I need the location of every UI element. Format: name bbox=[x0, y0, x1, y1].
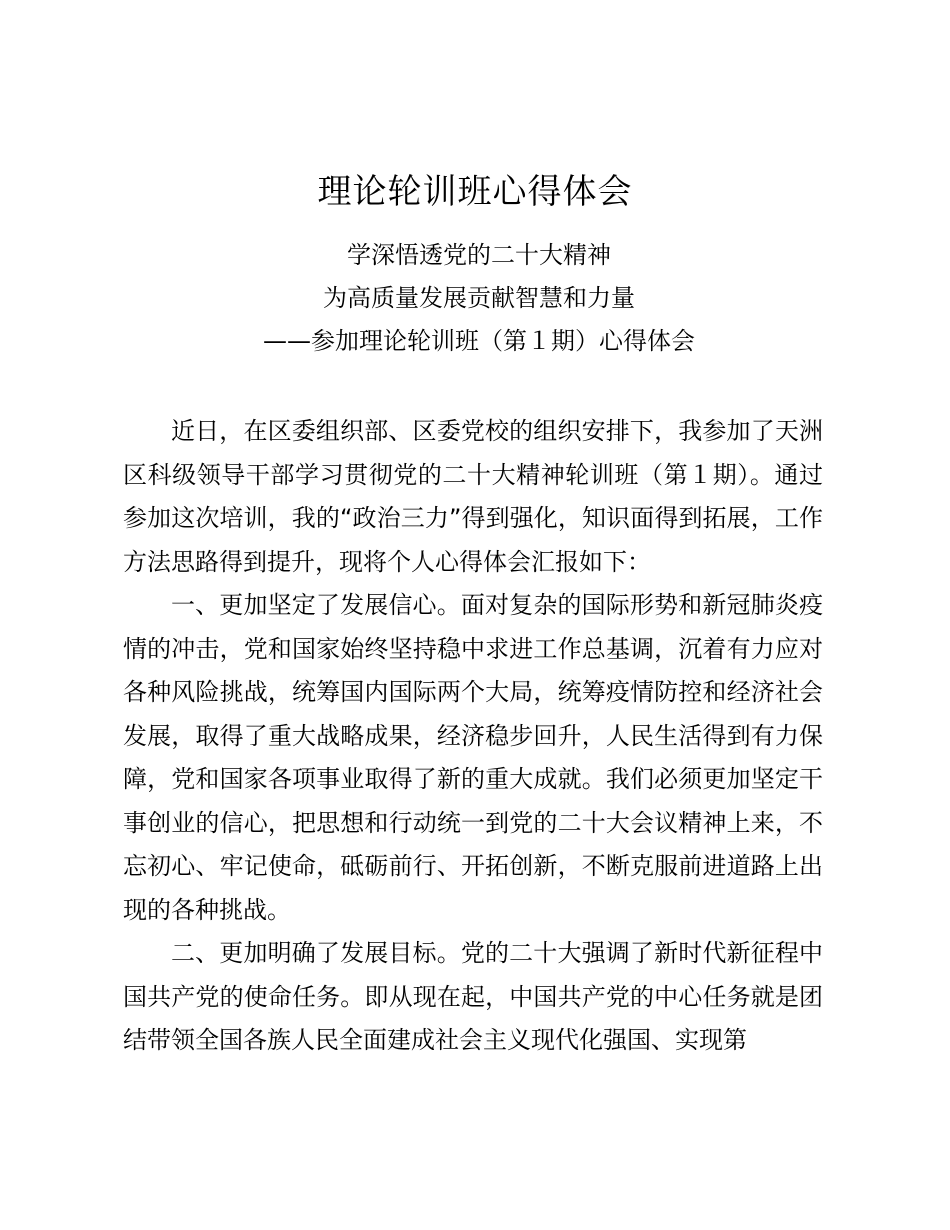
page-title: 理论轮训班心得体会 bbox=[317, 172, 633, 212]
subtitle-line-2: 为高质量发展贡献智慧和力量 bbox=[323, 284, 635, 312]
paragraph-intro: 近日，在区委组织部、区委党校的组织安排下，我参加了天洲区科级领导干部学习贯彻党的二十大精神轮训班（第１期）。通过参加这次培训，我的“政治三力”得到强化，知识面得到拓展，工作方法思路得到提升，现将个人心得体会汇报如下： bbox=[123, 417, 823, 576]
paragraph-section-2: 二、更加明确了发展目标。党的二十大强调了新时代新征程中国共产党的使命任务。即从现在起，中国共产党的中心任务就是团结带领全国各族人民全面建成社会主义现代化强国、实现第 bbox=[123, 939, 823, 1054]
subtitle-line-3: ——参加理论轮训班（第１期）心得体会 bbox=[263, 327, 695, 355]
body-text bbox=[123, 410, 823, 1063]
subtitle-line-1: 学深悟透党的二十大精神 bbox=[347, 241, 611, 269]
paragraph-section-1: 一、更加坚定了发展信心。面对复杂的国际形势和新冠肺炎疫情的冲击，党和国家始终坚持稳中求进工作总基调，沉着有力应对各种风险挑战，统筹国内国际两个大局，统筹疫情防控和经济社会发展，取得了重大战略成果，经济稳步回升，人民生活得到有力保障，党和国家各项事业取得了新的重大成就。我们必须更加坚定干事创业的信心，把思想和行动统一到党的二十大会议精神上来，不忘初心、牢记使命，砥砺前行、开拓创新，不断克服前进道路上出现的各种挑战。 bbox=[123, 591, 823, 924]
